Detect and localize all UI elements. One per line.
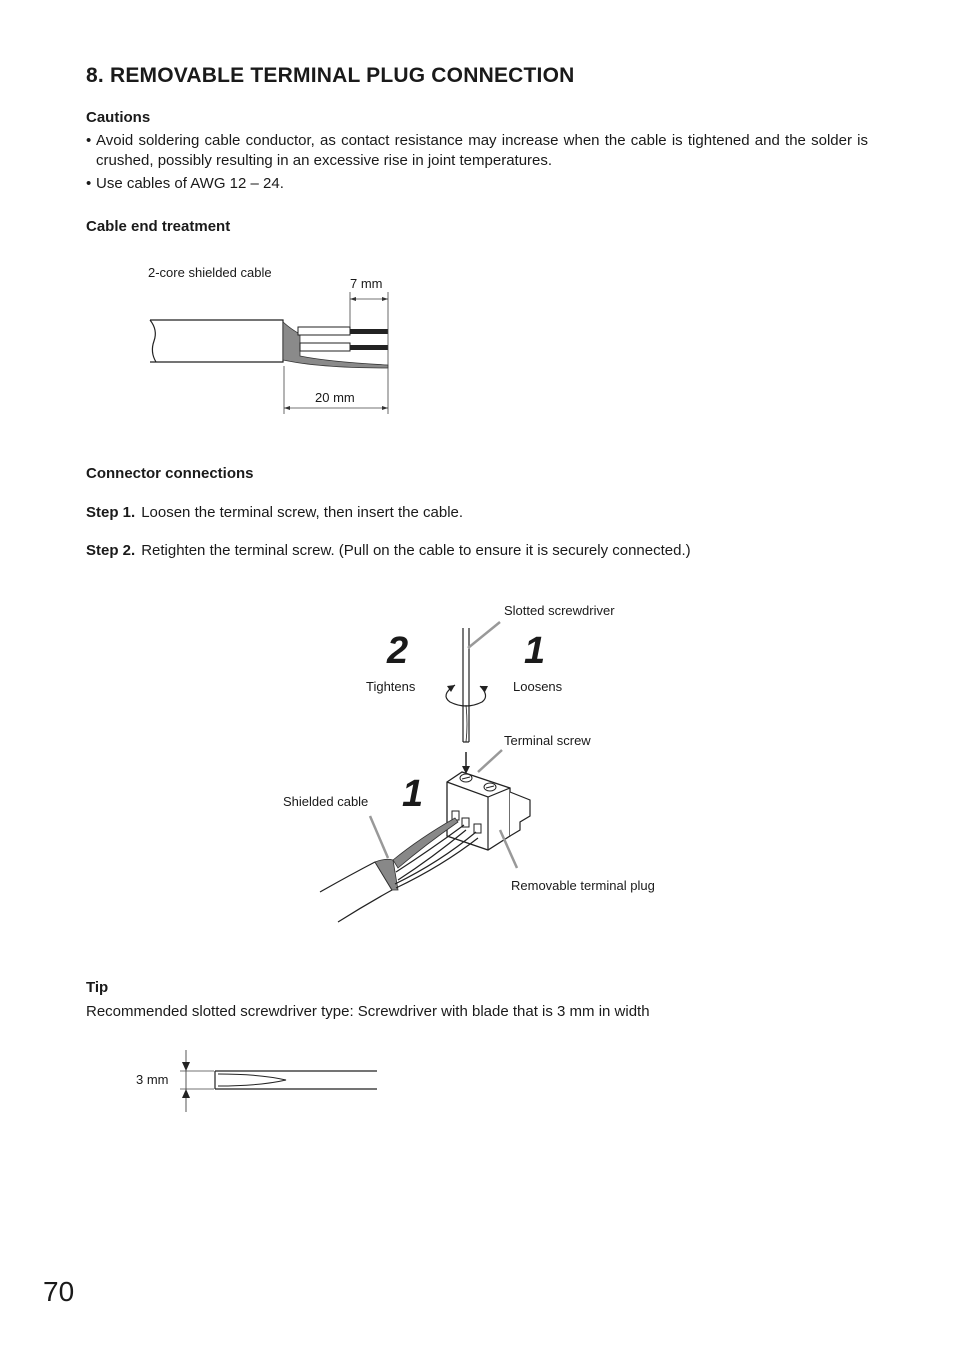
tip-text: Recommended slotted screwdriver type: Screwdriver with blade that is 3 mm in width (86, 1003, 650, 1020)
tightens-label: Tightens (366, 679, 416, 694)
step-label: Step 1. (86, 504, 136, 521)
shielded-cable-label: Shielded cable (283, 794, 369, 809)
step-text: Loosen the terminal screw, then insert the cable. (141, 504, 464, 521)
loosens-label: Loosens (513, 679, 563, 694)
insert-number: 1 (402, 773, 424, 815)
plug-label: Removable terminal plug (511, 878, 655, 893)
cautions-heading: Cautions (86, 109, 151, 126)
cable-end-heading: Cable end treatment (86, 218, 231, 235)
page-number: 70 (43, 1276, 75, 1307)
bullet-dot: • (86, 175, 92, 192)
sheath-length-label: 20 mm (315, 390, 355, 405)
step-label: Step 2. (86, 542, 136, 559)
loosen-number: 1 (524, 630, 546, 672)
caution-text: Use cables of AWG 12 – 24. (96, 175, 284, 192)
cable-label: 2-core shielded cable (148, 265, 272, 280)
section-title: 8. REMOVABLE TERMINAL PLUG CONNECTION (86, 64, 575, 87)
screwdriver-label: Slotted screwdriver (504, 603, 615, 618)
tip-heading: Tip (86, 979, 109, 996)
connector-heading: Connector connections (86, 465, 254, 482)
strip-length-label: 7 mm (350, 276, 383, 291)
step-text: Retighten the terminal screw. (Pull on the cable to ensure it is securely connected.) (141, 542, 691, 559)
terminal-screw-label: Terminal screw (504, 733, 591, 748)
tighten-number: 2 (387, 630, 409, 672)
blade-width-label: 3 mm (136, 1072, 169, 1087)
bullet-dot: • (86, 132, 92, 149)
caution-text: Avoid soldering cable conductor, as contact resistance may increase when the cable is tightened and the solder is crushed, possibly resulting in an excessive rise in joint temperatures. (96, 132, 868, 169)
